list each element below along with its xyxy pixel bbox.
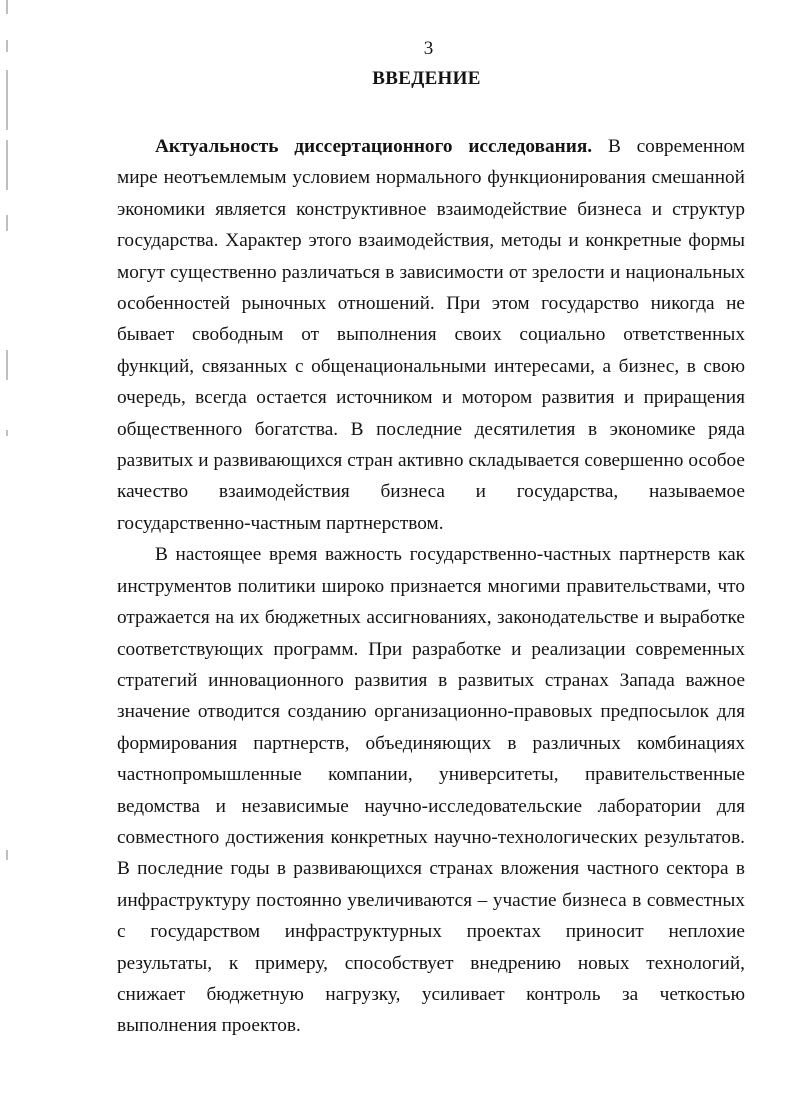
document-body [117,131,745,1042]
paragraph-lead: Актуальность диссертационного исследования. [155,136,593,157]
scan-artifact [6,850,8,860]
scan-artifact [6,40,8,52]
paragraph-partnerships [117,539,745,1042]
scan-artifact [6,140,8,190]
scan-artifact [6,0,8,14]
scan-artifact [6,350,8,380]
section-heading: ВВЕДЕНИЕ [372,68,481,89]
paragraph-text: В настоящее время важность государственно-частных партнерств как инструментов политики широко признается многими правительствами, что отражается на их бюджетных ассигнованиях, законодательстве и выработке соответствующих программ. При разработке и реализации современных стратегий инновационного развития в развитых странах Запада важное значение отводится созданию организационно-правовых предпосылок для формирования партнерств, объединяющих в различных комбинациях частнопромышленные компании, университеты, правительственные ведомства и независимые научно-исследовательские лаборатории для совместного достижения конкретных научно-технологических результатов. В последние годы в развивающихся странах вложения частного сектора в инфраструктуру постоянно увеличиваются – участие бизнеса в совместных с государством инфраструктурных проектах приносит неплохие результаты, к примеру, способствует внедрению новых технологий, снижает бюджетную нагрузку, усиливает контроль за четкостью выполнения проектов. [117,544,745,1037]
page-number: 3 [423,38,434,59]
paragraph-text: В современном мире неотъемлемым условием нормального функционирования смешанной экономики является конструктивное взаимодействие бизнеса и структур государства. Характер этого взаимодействия, методы и конкретные формы могут существенно различаться в зависимости от зрелости и национальных особенностей рыночных отношений. При этом государство никогда не бывает свободным от выполнения своих социально ответственных функций, связанных с общенациональными интересами, а бизнес, в свою очередь, всегда остается источником и мотором развития и приращения общественного богатства. В последние десятилетия в экономике ряда развитых и развивающихся стран активно складывается совершенно особое качество взаимодействия бизнеса и государства, называемое государственно-частным партнерством. [117,136,745,534]
scan-artifact [6,70,8,130]
scan-artifact [6,215,8,231]
scan-artifact [6,430,8,436]
paragraph-relevance [117,131,745,539]
